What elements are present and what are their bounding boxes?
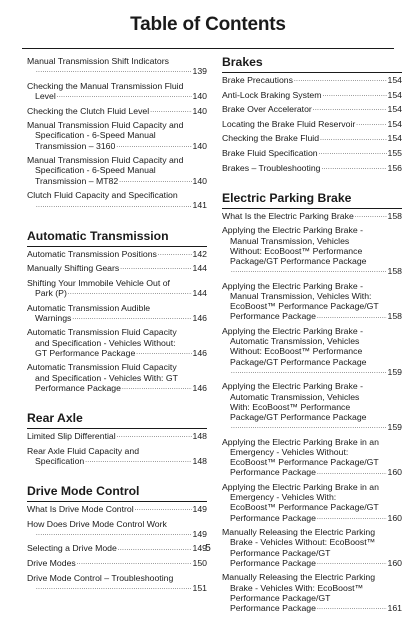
toc-entry[interactable] [27,446,207,466]
dot-leader [319,149,387,158]
toc-entry-text: Emergency - Vehicles Without: [230,446,349,457]
toc-page-number: 160 [387,467,402,478]
toc-entry[interactable] [222,211,402,221]
toc-entry-text: Manual Transmission, Vehicles With: [230,290,372,301]
toc-page-number: 140 [192,105,207,116]
toc-page-number: 154 [387,118,402,129]
toc-entry-text: Transmission – MT82 [35,175,119,186]
toc-page-number: 154 [387,104,402,115]
toc-entry-text: Automatic Transmission Positions [27,248,157,259]
toc-entry-text: Package/GT Performance Package [230,411,367,422]
section-heading: Automatic Transmission [27,228,169,243]
toc-entry[interactable] [27,190,207,210]
toc-entry-text: Performance Package [230,512,316,523]
dot-leader [36,530,192,539]
toc-entry-text: Automatic Transmission Audible [27,302,151,313]
toc-entry-text: Emergency - Vehicles With: [230,492,337,503]
toc-entry[interactable] [222,326,402,377]
toc-page-number: 156 [387,162,402,173]
dot-leader [231,267,387,276]
toc-right-column [222,55,402,618]
dot-leader [36,584,192,593]
toc-page-number: 149 [192,503,207,514]
dot-leader [36,67,192,76]
dot-leader [68,289,192,298]
toc-page-number: 139 [192,66,207,77]
toc-entry[interactable] [222,281,402,322]
toc-entry[interactable] [27,504,207,514]
toc-entry[interactable] [222,381,402,432]
dot-leader [57,92,192,101]
dot-leader [317,604,387,613]
toc-page-number: 146 [192,382,207,393]
toc-entry[interactable] [27,431,207,441]
toc-entry-text: Manually Releasing the Electric Parking [222,527,376,538]
toc-entry-text: With: EcoBoost™ Performance [230,401,351,412]
toc-entry[interactable] [222,482,402,523]
section-divider [222,208,402,209]
toc-page-number: 148 [192,430,207,441]
section-heading: Drive Mode Control [27,483,140,498]
dot-leader [77,559,192,568]
toc-entry-text: Applying the Electric Parking Brake - [222,381,363,392]
toc-entry-text: Specification [35,455,85,466]
toc-page-number: 150 [192,557,207,568]
dot-leader [136,349,191,358]
toc-page-number: 158 [387,210,402,221]
toc-section-brakes [222,55,402,173]
toc-page-number: 158 [387,311,402,322]
dot-leader [294,76,387,85]
toc-entry-text: Park (P) [35,287,67,298]
toc-page-number: 141 [192,200,207,211]
toc-entry-text: Brake - Vehicles Without: EcoBoost™ [230,537,376,548]
toc-entry-text: Checking the Brake Fluid [222,133,320,144]
toc-page-number: 154 [387,75,402,85]
title-divider [22,48,394,49]
toc-entry-text: Manual Transmission, Vehicles [230,235,350,246]
toc-entry[interactable] [222,90,402,100]
toc-page-number: 148 [192,455,207,466]
toc-entry-text: EcoBoost™ Performance Package/GT [230,502,379,513]
toc-entry-text: Drive Mode Control – Troubleshooting [27,572,174,583]
dot-leader [317,559,387,568]
toc-entry-text: Manually Shifting Gears [27,263,120,274]
toc-entry-text: Brake - Vehicles With: EcoBoost™ [230,582,364,593]
toc-entry-text: Without: EcoBoost™ Performance [230,346,363,357]
toc-entry-text: What Is the Electric Parking Brake [222,210,354,221]
dot-leader [116,142,191,151]
toc-page-number: 155 [387,147,402,158]
toc-page-number: 142 [192,248,207,259]
toc-entry-text: Applying the Electric Parking Brake in an [222,436,379,447]
toc-entry-text: Clutch Fluid Capacity and Specification [27,190,178,201]
section-divider [222,72,402,73]
dot-leader [317,514,387,523]
toc-entry[interactable] [27,56,207,76]
toc-entry-text: Level [35,91,56,101]
toc-page-number: 140 [192,91,207,101]
toc-entry[interactable] [222,163,402,173]
toc-entry-text: Brake Over Accelerator [222,104,312,115]
toc-entry-text: Checking the Clutch Fluid Level [27,105,150,116]
dot-leader [322,91,386,100]
dot-leader [119,177,191,186]
toc-entry-text: Brakes – Troubleshooting [222,162,321,173]
toc-page-number: 151 [192,582,207,593]
toc-entry-text: Package/GT Performance Package [230,356,367,367]
toc-entry[interactable] [27,278,207,298]
toc-entry[interactable] [27,362,207,393]
page-title: Table of Contents [130,14,286,35]
toc-section-rear-axle [27,411,207,466]
toc-entry-text: Rear Axle Fluid Capacity and [27,445,140,456]
section-divider [27,501,207,502]
toc-entry-text: and Specification - Vehicles Without: [35,337,176,348]
toc-entry-text: Applying the Electric Parking Brake - [222,325,363,336]
toc-page-number: 140 [192,140,207,151]
toc-entry-text: Performance Package/GT [230,547,331,558]
toc-entry[interactable] [27,120,207,151]
toc-entry-text: Specification - 6-Speed Manual [35,165,156,176]
dot-leader [150,107,191,116]
toc-entry-text: Locating the Brake Fluid Reservoir [222,118,356,129]
toc-entry[interactable] [27,327,207,358]
toc-section-drive-mode-control [27,484,207,593]
toc-entry-text: Manual Transmission Fluid Capacity and [27,120,184,131]
toc-entry-text: Warnings [35,312,72,323]
toc-entry[interactable] [27,519,207,539]
toc-entry[interactable] [222,133,402,143]
toc-entry-text: Anti-Lock Braking System [222,89,322,100]
dot-leader [122,384,192,393]
toc-entry[interactable] [222,148,402,158]
toc-entry[interactable] [27,263,207,273]
toc-page-number: 144 [192,287,207,298]
toc-page-number: 159 [387,422,402,433]
toc-entry-text: Manual Transmission Shift Indicators [27,56,169,66]
dot-leader [72,314,191,323]
toc-entry-text: Automatic Transmission Fluid Capacity [27,327,177,338]
toc-page-number: 160 [387,512,402,523]
toc-entry[interactable] [222,572,402,613]
toc-page-number: 146 [192,312,207,323]
toc-entry-text: How Does Drive Mode Control Work [27,518,167,529]
dot-leader [120,264,191,273]
toc-entry[interactable] [222,104,402,114]
dot-leader [231,423,387,432]
toc-entry-text: Applying the Electric Parking Brake - [222,280,363,291]
toc-page-number: 144 [192,263,207,274]
toc-entry-text: Manual Transmission Fluid Capacity and [27,155,184,166]
section-divider [27,428,207,429]
toc-page-number: 140 [192,175,207,186]
toc-entry[interactable] [222,75,402,85]
toc-entry-text: Applying the Electric Parking Brake - [222,225,363,236]
toc-page-number: 159 [387,366,402,377]
toc-entry[interactable] [222,437,402,478]
toc-entry-text: GT Performance Package [35,347,136,358]
toc-entry[interactable] [27,81,207,101]
toc-entry-text: and Specification - Vehicles With: GT [35,372,178,383]
toc-section-automatic-transmission [27,229,207,393]
page-number: 5 [205,543,211,554]
toc-entry[interactable] [27,106,207,116]
toc-entry-text: Brake Fluid Specification [222,147,318,158]
toc-entry-text: Automatic Transmission, Vehicles [230,336,360,347]
toc-entry-text: Drive Modes [27,557,76,568]
toc-entry-text: Shifting Your Immobile Vehicle Out of [27,277,170,288]
toc-entry-text: Brake Precautions [222,75,293,85]
toc-entry-text: Performance Package [230,467,316,478]
toc-entry[interactable] [27,558,207,568]
dot-leader [85,457,191,466]
toc-page-number: 149 [192,543,207,554]
section-heading: Brakes [222,55,263,69]
toc-entry-text: Specification - 6-Speed Manual [35,130,156,141]
toc-page-number: 158 [387,266,402,277]
toc-page-number: 149 [192,528,207,539]
dot-leader [322,164,387,173]
dot-leader [231,368,387,377]
toc-left-column [27,55,207,597]
dot-leader [356,120,386,129]
toc-entry-text: Limited Slip Differential [27,430,116,441]
dot-leader [158,250,192,259]
toc-page-number: 154 [387,133,402,144]
toc-entry-text: Selecting a Drive Mode [27,543,117,554]
toc-section [27,56,207,211]
toc-entry-text: Automatic Transmission Fluid Capacity [27,362,177,373]
toc-entry-text: Transmission – 3160 [35,140,116,151]
toc-entry-text: Automatic Transmission, Vehicles [230,391,360,402]
toc-entry-text: Checking the Manual Transmission Fluid [27,80,184,91]
toc-entry-text: EcoBoost™ Performance Package/GT [230,457,379,468]
dot-leader [135,505,192,514]
toc-page-number: 161 [387,603,402,613]
toc-entry-text: Applying the Electric Parking Brake in an [222,481,379,492]
dot-leader [320,135,386,144]
section-divider [27,246,207,247]
dot-leader [36,202,192,211]
toc-entry[interactable] [222,225,402,276]
toc-page-number: 146 [192,347,207,358]
toc-entry-text: Performance Package [230,311,316,322]
toc-entry-text: Performance Package [230,557,316,568]
dot-leader [317,469,387,478]
toc-entry[interactable] [27,573,207,593]
toc-entry-text: Performance Package [230,603,316,613]
toc-entry[interactable] [27,249,207,259]
dot-leader [317,313,387,322]
toc-entry-text: Package/GT Performance Package [230,255,367,266]
toc-entry-text: Manually Releasing the Electric Parking [222,572,376,583]
section-heading: Electric Parking Brake [222,190,352,205]
toc-entry-text: What Is Drive Mode Control [27,503,134,514]
toc-page-number: 154 [387,89,402,100]
section-heading: Rear Axle [27,410,83,425]
dot-leader [313,105,387,114]
dot-leader [355,212,387,221]
toc-page-number: 160 [387,557,402,568]
toc-entry-text: EcoBoost™ Performance Package/GT [230,301,379,312]
toc-entry[interactable] [27,303,207,323]
toc-entry-text: Performance Package/GT [230,592,331,603]
toc-entry[interactable] [222,119,402,129]
dot-leader [117,432,192,441]
toc-entry[interactable] [27,155,207,186]
toc-entry-text: Without: EcoBoost™ Performance [230,245,363,256]
toc-entry-text: Performance Package [35,382,121,393]
